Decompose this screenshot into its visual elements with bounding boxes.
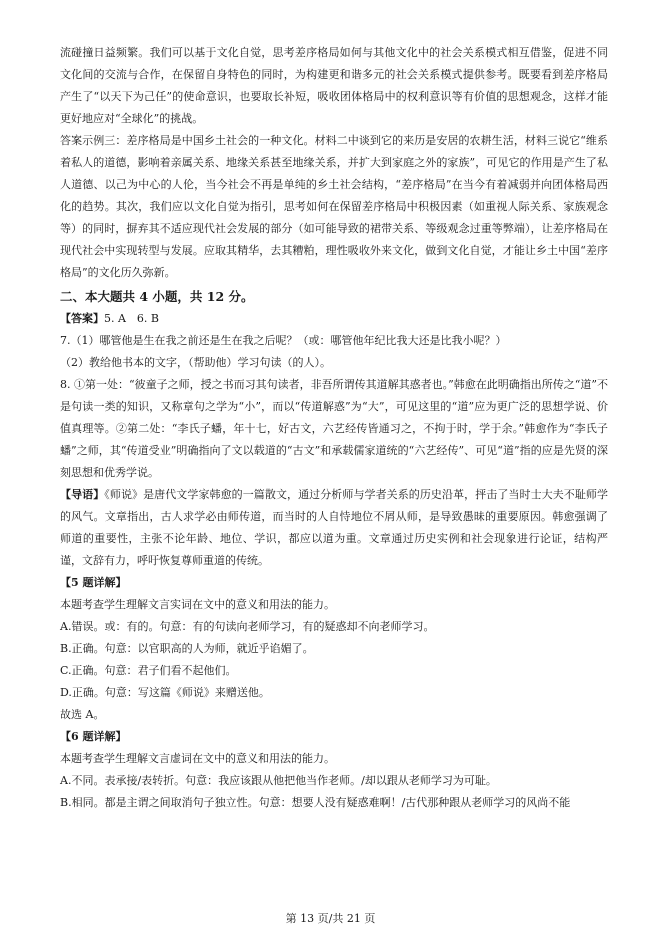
guide-label: 【导语】 bbox=[60, 488, 105, 501]
paragraph-continued: 流碰撞日益频繁。我们可以基于文化自觉，思考差序格局如何与其他文化中的社会关系模式相互借鉴，促进不同文化间的交流与合作，在保留自身特色的同时，为构建更和谐多元的社会关系模式提供参考。既要看到差序格局产生了“以天下为己任”的使命意识，也要取长补短，吸收团体格局中的权利意识等有价值的思想观念，这样才能更好地应对“全球化”的挑战。 bbox=[60, 46, 608, 125]
q7-line-2: （2）教给他书本的文字，（帮助他）学习句读（的人）。 bbox=[60, 356, 331, 369]
q8-paragraph: 8. ①第一处：“彼童子之师，授之书而习其句读者，非吾所谓传其道解其惑者也。”韩愈在此明确指出所传之“道”不是句读一类的知识，又称章句之学为“小”，而以“传道解惑”为“大”，可见这里的“道”应为更广泛的思想学说、价值真理等。②第二处：“李氏子蟠，年十七，好古文，六艺经传皆通习之，不拘于时，学于余。”韩愈作为“李氏子蟠”之师，其“传道受业”明确指向了文以载道的“古文”和承载儒家道统的“六艺经传”、可见“道”指的应是先贤的深刻思想和优秀学说。 bbox=[60, 378, 608, 479]
paragraph-answer-example-3: 答案示例三：差序格局是中国乡土社会的一种文化。材料二中谈到它的来历是安居的农耕生活，材料三说它“维系着私人的道德，影响着亲属关系、地缘关系甚至地缘关系，并扩大到家庭之外的家族”，可见它的作用是产生了私人道德、以己为中心的人伦，当今社会不再是单纯的乡土社会结构，“差序格局”在当今有着减弱并向团体格局西化的趋势。其次，我们应以文化自觉为指引，思考如何在保留差序格局中积极因素（如重视人际关系、家族观念等）的同时，摒弃其不适应现代社会发展的部分（如可能导致的裙带关系、等级观念过重等弊端），让差序格局在现代社会中实现转型与发展。应取其精华，去其糟粕，理性吸收外来文化，做到文化自觉，才能让乡土中国“差序格局”的文化历久弥新。 bbox=[60, 134, 608, 279]
detail5-heading: 【5 题详解】 bbox=[60, 576, 127, 589]
detail6-heading: 【6 题详解】 bbox=[60, 730, 127, 743]
detail5-conclusion: 故选 A。 bbox=[60, 708, 105, 721]
detail5-option-a: A.错误。或：有的。句意：有的句读向老师学习，有的疑惑却不向老师学习。 bbox=[60, 620, 435, 633]
detail6-option-a: A.不同。表承接/表转折。句意：我应该跟从他把他当作老师。/却以跟从老师学习为可耻。 bbox=[60, 774, 497, 787]
document-body bbox=[60, 42, 608, 814]
guide-paragraph bbox=[60, 484, 608, 572]
detail5-option-c: C.正确。句意：君子们看不起他们。 bbox=[60, 664, 237, 677]
detail5-option-d: D.正确。句意：写这篇《师说》来赠送他。 bbox=[60, 686, 270, 699]
detail5-intro: 本题考查学生理解文言实词在文中的意义和用法的能力。 bbox=[60, 598, 335, 611]
detail6-intro: 本题考查学生理解文言虚词在文中的意义和用法的能力。 bbox=[60, 752, 335, 765]
answer-label: 【答案】 bbox=[60, 312, 104, 325]
detail6-option-b: B.相同。都是主谓之间取消句子独立性。句意：想要人没有疑惑难啊！/古代那种跟从老师学习的风尚不能 bbox=[60, 796, 571, 809]
answer-line bbox=[60, 308, 608, 330]
guide-text: 《师说》是唐代文学家韩愈的一篇散文，通过分析师与学者关系的历史沿革，抨击了当时士大夫不耻师学的风气。文章指出，古人求学必由师传道，而当时的人自恃地位不屑从师，是导致愚昧的重要原因。韩愈强调了师道的重要性，主张不论年龄、地位、学识，都应以道为重。文章通过历史实例和社会现象进行论证，结构严谨，文辞有力，呼吁恢复尊师重道的传统。 bbox=[60, 488, 609, 567]
page-footer: 第 13 页/共 21 页 bbox=[285, 912, 376, 925]
detail5-option-b: B.正确。句意：以官职高的人为师，就近乎谄媚了。 bbox=[60, 642, 314, 655]
section-title: 二、本大题共 4 小题，共 12 分。 bbox=[60, 289, 254, 304]
q7-line-1: 7.（1）哪管他是生在我之前还是生在我之后呢？（或：哪管他年纪比我大还是比我小呢？） bbox=[60, 334, 507, 347]
answer-text: 5. A 6. B bbox=[104, 312, 160, 325]
